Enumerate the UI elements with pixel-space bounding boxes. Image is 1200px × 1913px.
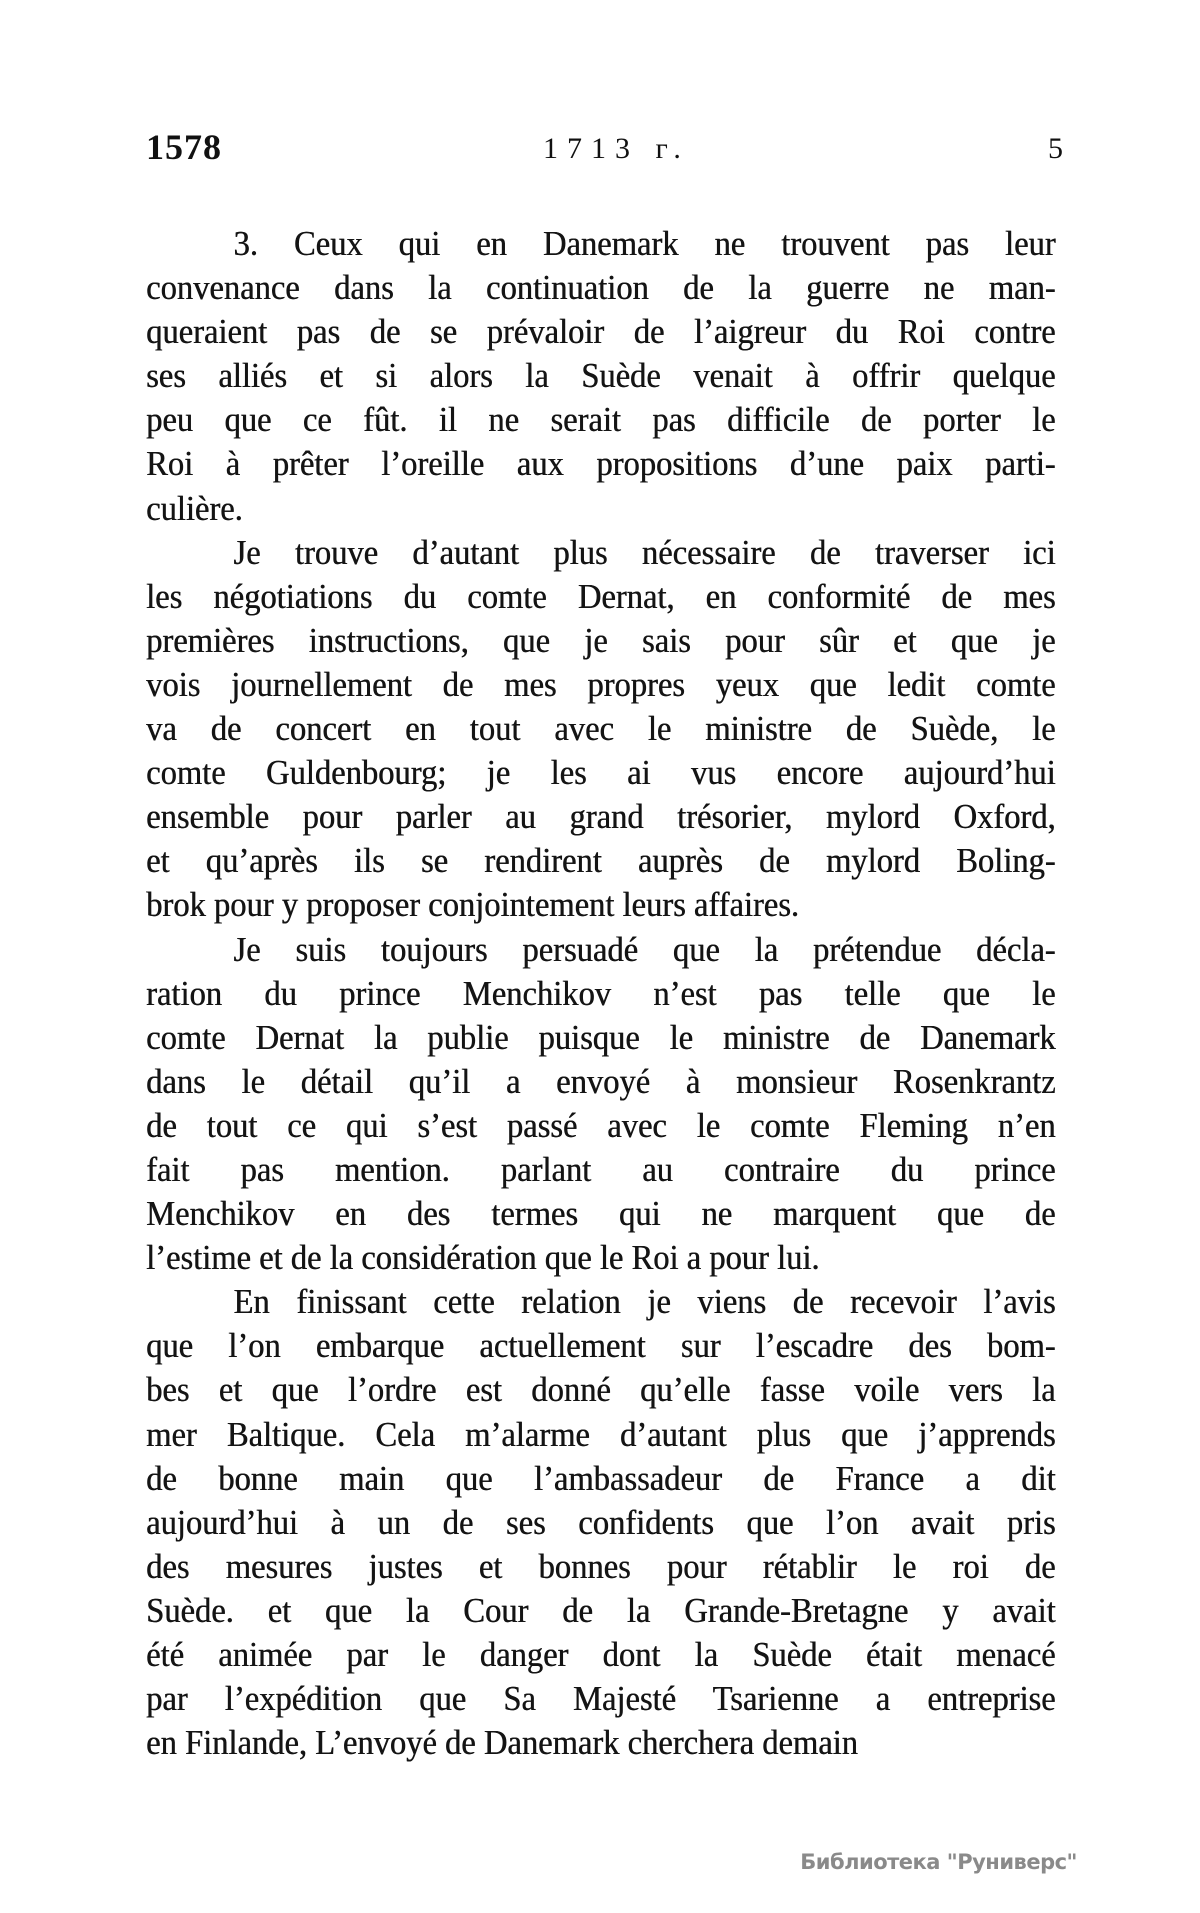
document-number: 1578 xyxy=(146,127,222,167)
text-line: premières instructions, que je sais pour sûr et que je xyxy=(146,620,1056,660)
text-line: culière. xyxy=(146,488,243,528)
text-line: en Finlande, L’envoyé de Danemark cherchera demain xyxy=(146,1723,858,1763)
text-line: 3. Ceux qui en Danemark ne trouvent pas leur xyxy=(233,224,1056,263)
text-line: ration du prince Menchikov n’est pas telle que le xyxy=(146,973,1056,1013)
text-line: Menchikov en des termes qui ne marquent que de xyxy=(146,1194,1056,1234)
text-line: peu que ce fût. il ne serait pas difficile de porter le xyxy=(146,400,1056,440)
text-line: comte Dernat la publie puisque le ministre de Danemark xyxy=(146,1017,1056,1057)
text-line: Suède. et que la Cour de la Grande-Bretagne y avait xyxy=(146,1590,1056,1630)
text-line: aujourd’hui à un de ses confidents que l’on avait pris xyxy=(146,1502,1056,1542)
text-line: Roi à prêter l’oreille aux propositions d’une paix parti- xyxy=(146,444,1056,484)
text-line: et qu’après ils se rendirent auprès de mylord Boling- xyxy=(146,841,1056,881)
text-line: ensemble pour parler au grand trésorier, mylord Oxford, xyxy=(146,797,1056,837)
text-line: fait pas mention. parlant au contraire du prince xyxy=(146,1149,1056,1189)
text-line: mer Baltique. Cela m’alarme d’autant plus que j’apprends xyxy=(146,1414,1056,1454)
text-line: dans le détail qu’il a envoyé à monsieur Rosenkrantz xyxy=(146,1061,1056,1101)
paragraph xyxy=(146,1280,1056,1765)
text-line: les négotiations du comte Dernat, en conformité de mes xyxy=(146,576,1056,616)
text-line: de tout ce qui s’est passé avec le comte Fleming n’en xyxy=(146,1105,1056,1145)
text-line: l’estime et de la considération que le Roi a pour lui. xyxy=(146,1238,820,1278)
paragraph xyxy=(146,222,1056,531)
text-line: ses alliés et si alors la Suède venait à offrir quelque xyxy=(146,356,1056,396)
text-line: que l’on embarque actuellement sur l’escadre des bom- xyxy=(146,1326,1056,1366)
text-line: des mesures justes et bonnes pour rétablir le roi de xyxy=(146,1546,1056,1586)
text-line: va de concert en tout avec le ministre de Suède, le xyxy=(146,709,1056,749)
text-line: Je trouve d’autant plus nécessaire de traverser ici xyxy=(233,532,1056,572)
text-line: vois journellement de mes propres yeux que ledit comte xyxy=(146,664,1056,704)
text-line: brok pour y proposer conjointement leurs affaires. xyxy=(146,885,799,925)
text-line: queraient pas de se prévaloir de l’aigreur du Roi contre xyxy=(146,312,1056,352)
text-line: été animée par le danger dont la Suède était menacé xyxy=(146,1635,1056,1674)
text-line: En finissant cette relation je viens de recevoir l’avis xyxy=(233,1282,1056,1322)
paragraph xyxy=(146,531,1056,928)
page-number: 5 xyxy=(1048,132,1063,165)
library-watermark: Библиотека "Руниверс" xyxy=(800,1850,1077,1874)
text-line: de bonne main que l’ambassadeur de France a dit xyxy=(146,1458,1056,1498)
text-line: Je suis toujours persuadé que la prétendue décla- xyxy=(233,929,1056,969)
text-line: comte Guldenbourg; je les ai vus encore aujourd’hui xyxy=(146,753,1056,793)
page-body xyxy=(146,222,1056,1765)
text-line: convenance dans la continuation de la guerre ne man- xyxy=(146,268,1056,308)
paragraph xyxy=(146,928,1056,1281)
year-heading: 1713 г. xyxy=(543,132,690,165)
text-line: bes et que l’ordre est donné qu’elle fasse voile vers la xyxy=(146,1370,1056,1410)
text-line: par l’expédition que Sa Majesté Tsarienne a entreprise xyxy=(146,1679,1056,1719)
